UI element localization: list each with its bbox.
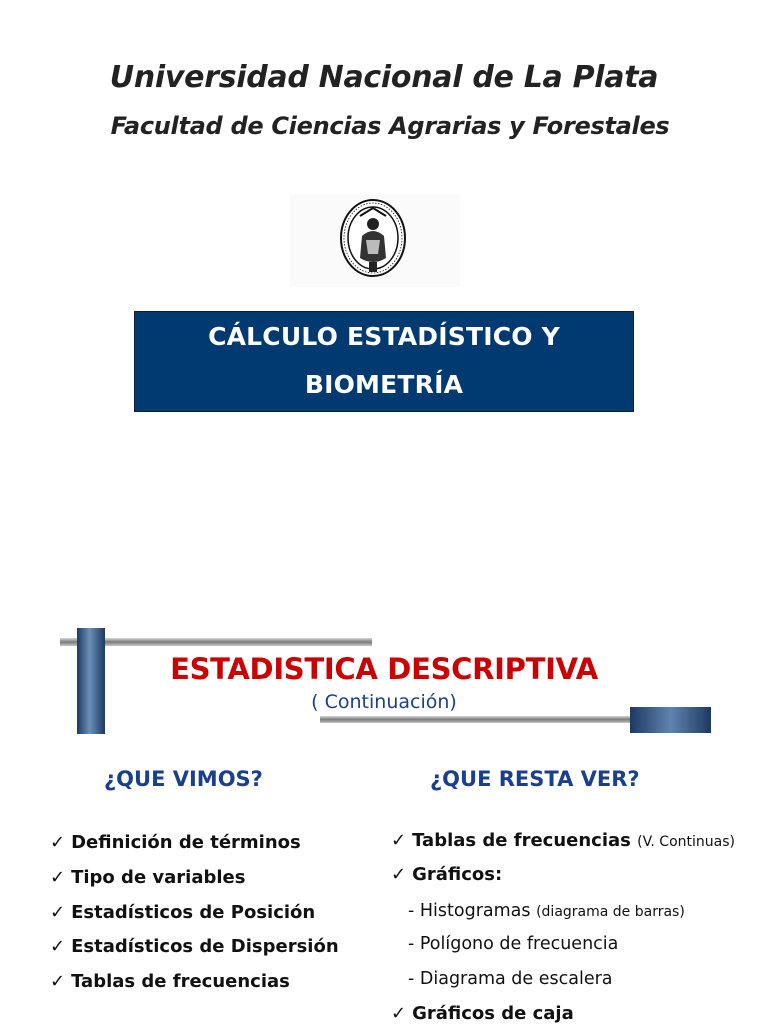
list-item-label: Estadísticos de Posición <box>71 902 316 923</box>
sub-list-item-note: (diagrama de barras) <box>536 904 685 920</box>
list-item-label: Estadísticos de Dispersión <box>71 936 339 957</box>
right-column-heading: ¿QUE RESTA VER? <box>430 767 640 791</box>
section-title: ESTADISTICA DESCRIPTIVA <box>170 652 598 686</box>
check-icon: ✓ <box>391 864 407 885</box>
list-item <box>391 830 735 851</box>
list-item <box>50 971 290 992</box>
list-item <box>50 832 301 853</box>
university-name: Universidad Nacional de La Plata <box>109 60 659 95</box>
sub-list-item <box>408 901 685 921</box>
list-item-label: Gráficos: <box>412 864 503 885</box>
course-title-line1: CÁLCULO ESTADÍSTICO Y <box>208 322 560 351</box>
list-item <box>50 936 339 957</box>
list-item <box>50 902 315 923</box>
sub-list-item: - Diagrama de escalera <box>408 969 613 989</box>
list-item <box>391 1003 574 1024</box>
check-icon: ✓ <box>50 902 66 923</box>
faculty-name: Facultad de Ciencias Agrarias y Forestales <box>110 112 670 140</box>
sub-list-item-label: - Histogramas <box>408 901 531 921</box>
list-item <box>50 867 245 888</box>
decorative-rail-top <box>60 638 372 646</box>
list-item-label: Definición de términos <box>71 832 301 853</box>
check-icon: ✓ <box>391 1003 407 1024</box>
check-icon: ✓ <box>391 830 407 851</box>
check-icon: ✓ <box>50 936 66 957</box>
university-seal-icon <box>338 196 408 282</box>
list-item <box>391 864 502 885</box>
list-item-note: (V. Continuas) <box>637 834 735 850</box>
course-title-line2: BIOMETRÍA <box>304 370 464 399</box>
check-icon: ✓ <box>50 971 66 992</box>
section-subtitle: ( Continuación) <box>311 691 457 713</box>
list-item-label: Tablas de frecuencias <box>71 971 290 992</box>
check-icon: ✓ <box>50 832 66 853</box>
list-item-label: Tablas de frecuencias <box>412 830 631 851</box>
list-item-label: Tipo de variables <box>71 867 246 888</box>
check-icon: ✓ <box>50 867 66 888</box>
sub-list-item: - Polígono de frecuencia <box>408 934 619 954</box>
list-item-label: Gráficos de caja <box>412 1003 574 1024</box>
left-column-heading: ¿QUE VIMOS? <box>104 767 263 791</box>
